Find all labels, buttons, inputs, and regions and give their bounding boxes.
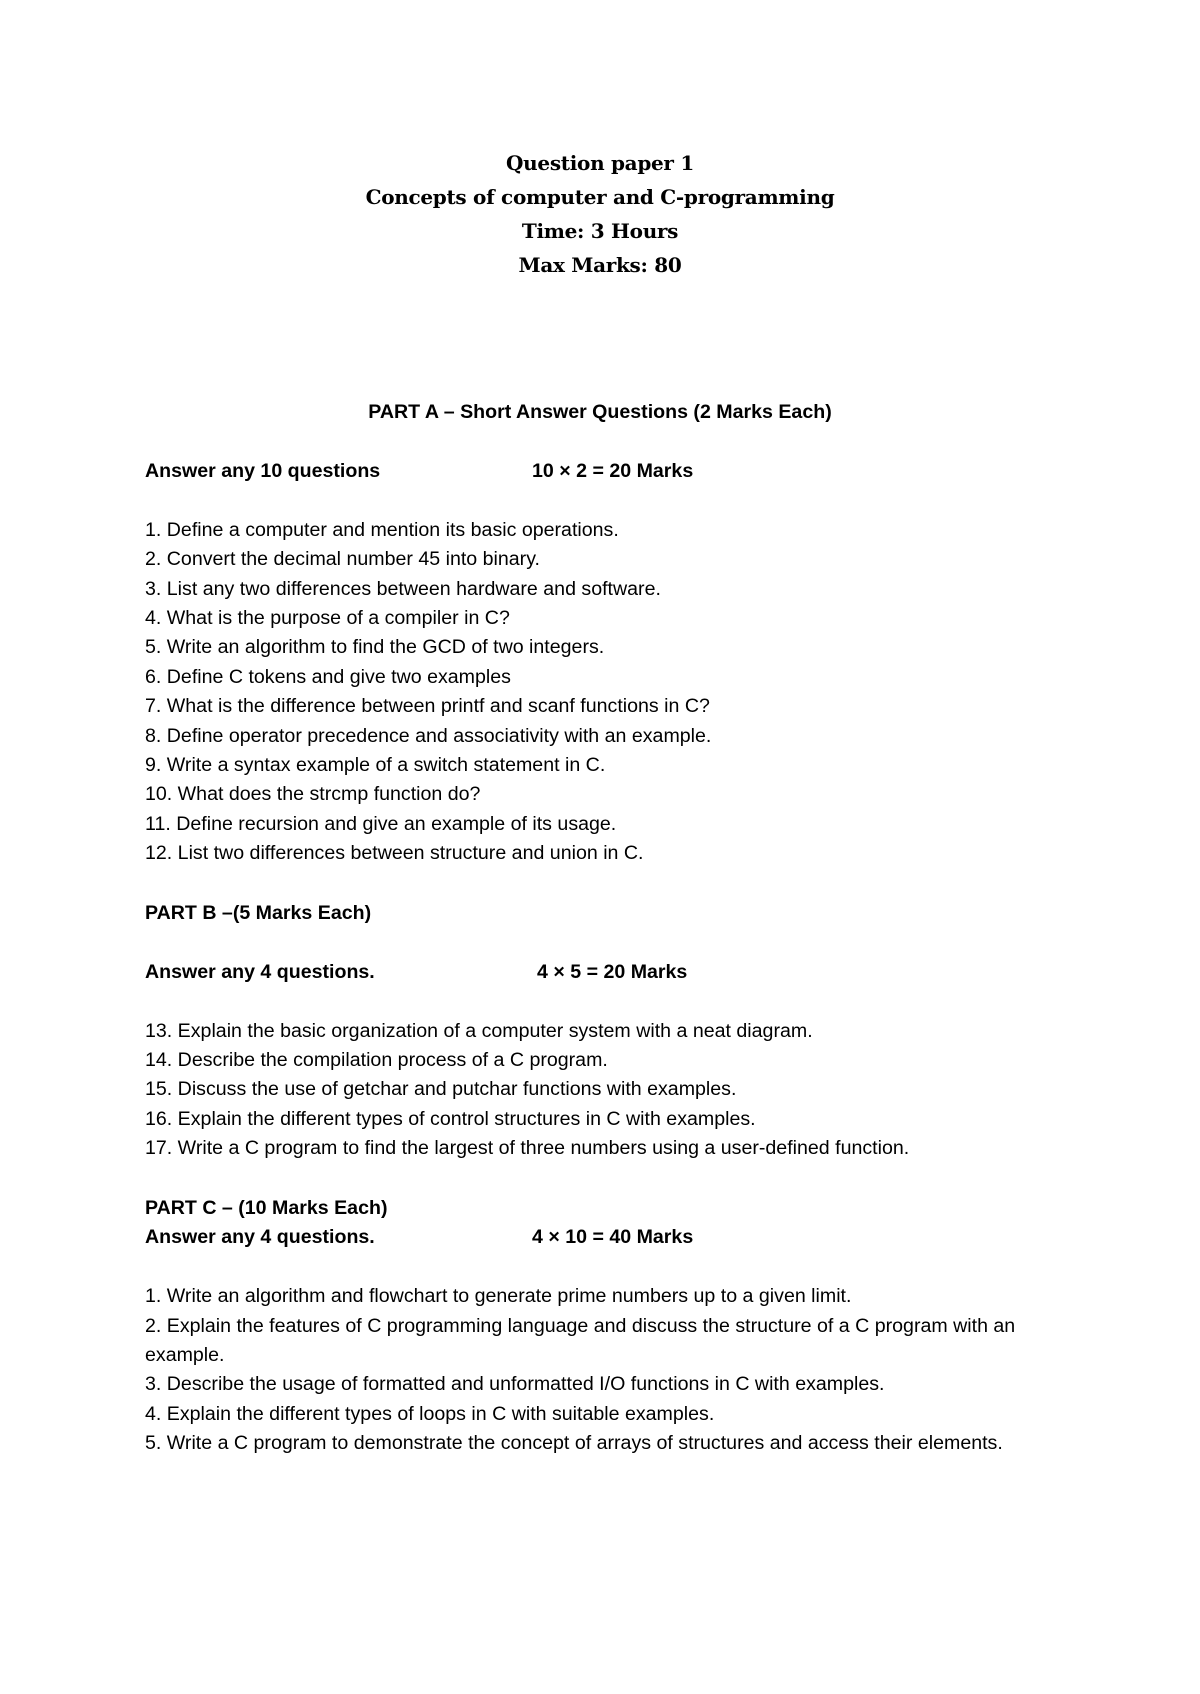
part-b-question: 17. Write a C program to find the largest of three numbers using a user-defined function. bbox=[145, 1137, 910, 1160]
part-c-question: 4. Explain the different types of loops in C with suitable examples. bbox=[145, 1402, 715, 1425]
paper-subject: Concepts of computer and C-programming bbox=[365, 185, 835, 209]
part-a-question: 6. Define C tokens and give two examples bbox=[145, 665, 511, 688]
part-c-section bbox=[145, 1194, 1085, 1459]
part-b-question: 16. Explain the different types of control structures in C with examples. bbox=[145, 1107, 756, 1130]
part-a-question: 10. What does the strcmp function do? bbox=[145, 783, 481, 806]
part-c-question: 1. Write an algorithm and flowchart to generate prime numbers up to a given limit. bbox=[145, 1285, 852, 1308]
part-a-title: PART A – Short Answer Questions (2 Marks Each) bbox=[368, 401, 832, 423]
part-c-question: 5. Write a C program to demonstrate the concept of arrays of structures and access their elements. bbox=[145, 1432, 1003, 1455]
part-a-question: 12. List two differences between structure and union in C. bbox=[145, 842, 644, 865]
part-a-instruction-row bbox=[145, 457, 1085, 486]
part-a-question: 1. Define a computer and mention its basic operations. bbox=[145, 518, 619, 541]
part-c-question: 3. Describe the usage of formatted and unformatted I/O functions in C with examples. bbox=[145, 1373, 885, 1396]
part-b-instruction: Answer any 4 questions. bbox=[145, 960, 375, 983]
part-a-question: 3. List any two differences between hardware and software. bbox=[145, 577, 661, 600]
part-b-title: PART B –(5 Marks Each) bbox=[145, 902, 372, 924]
part-a-question: 7. What is the difference between printf and scanf functions in C? bbox=[145, 695, 710, 718]
part-a-question: 5. Write an algorithm to find the GCD of two integers. bbox=[145, 636, 605, 659]
part-a-marks: 10 × 2 = 20 Marks bbox=[532, 460, 694, 482]
paper-time: Time: 3 Hours bbox=[521, 219, 679, 243]
part-a-question: 11. Define recursion and give an example of its usage. bbox=[145, 812, 617, 835]
part-b-question: 15. Discuss the use of getchar and putchar functions with examples. bbox=[145, 1078, 737, 1101]
part-b-question: 14. Describe the compilation process of a C program. bbox=[145, 1048, 608, 1071]
part-c-marks: 4 × 10 = 40 Marks bbox=[532, 1226, 694, 1249]
paper-title: Question paper 1 bbox=[506, 151, 694, 175]
part-b-question: 13. Explain the basic organization of a computer system with a neat diagram. bbox=[145, 1019, 813, 1042]
part-b-section bbox=[145, 899, 1085, 1164]
part-b-marks: 4 × 5 = 20 Marks bbox=[537, 960, 688, 983]
part-a-instruction: Answer any 10 questions bbox=[145, 460, 381, 482]
part-c-question: 2. Explain the features of C programming language and discuss the structure of a C program with an example. bbox=[145, 1314, 1016, 1366]
part-a-question: 4. What is the purpose of a compiler in C? bbox=[145, 607, 510, 629]
paper-max-marks: Max Marks: 80 bbox=[518, 253, 682, 277]
part-a-section bbox=[145, 457, 1085, 869]
part-c-title: PART C – (10 Marks Each) bbox=[145, 1197, 388, 1219]
part-c-instruction-row bbox=[145, 1223, 1085, 1252]
part-a-question: 8. Define operator precedence and associativity with an example. bbox=[145, 724, 712, 747]
part-b-instruction-row bbox=[145, 958, 1085, 987]
part-a-question: 2. Convert the decimal number 45 into binary. bbox=[145, 548, 540, 571]
paper-header bbox=[0, 146, 1200, 282]
part-a-question: 9. Write a syntax example of a switch statement in C. bbox=[145, 754, 606, 777]
part-c-instruction: Answer any 4 questions. bbox=[145, 1226, 375, 1249]
